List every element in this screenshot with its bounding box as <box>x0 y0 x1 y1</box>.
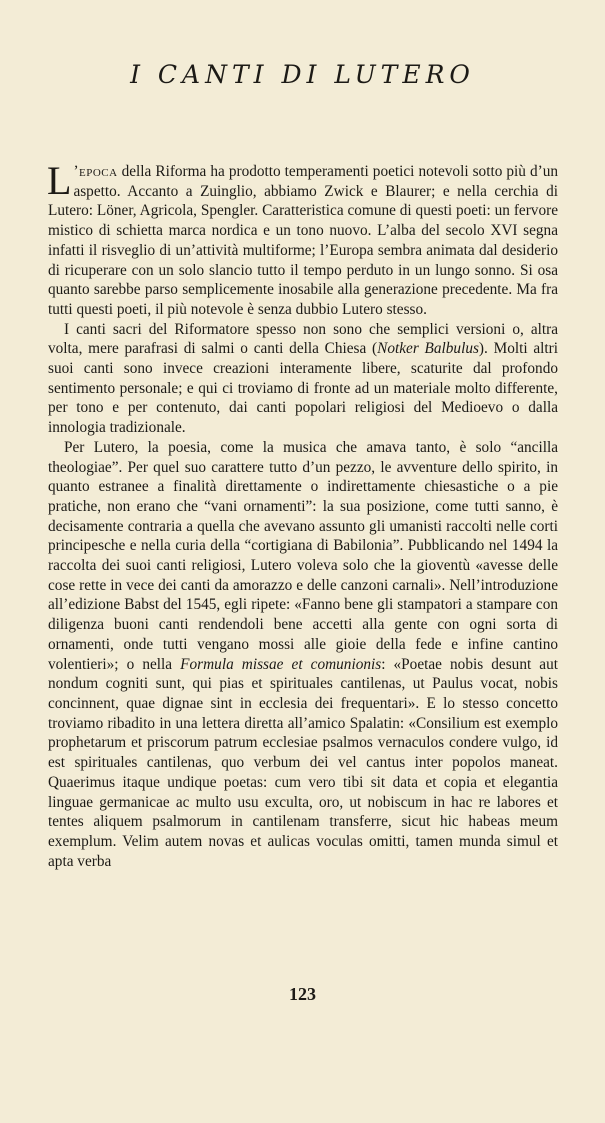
chapter-title: I CANTI DI LUTERO <box>130 60 475 89</box>
drop-cap: L <box>47 158 72 203</box>
paragraph-2-italic: Notker Balbulus <box>377 340 479 358</box>
paragraph-3-after: : «Poetae nobis desunt aut nondum cogniti sunt, qui pias et spirituales cantilenas, ut Paulus vocat, nobis concinnent, quae dignae sint in ecclesia dei frequentari». E lo stesso concetto troviamo ribadito in una lettera diretta all’amico Spalatin: «Consilium est exemplo prophetarum et priscorum patrum ecclesiae psalmos vernaculos condere vulgo, id est spirituales cantilenas, quo verbum dei vel cantus inter popolos maneat. Quaerimus itaque undique poetas: cum vero tibi sit data et copia et elegantia linguae germanicae ac multo usu exculta, oro, ut nobiscum in hac re labores et tentes aliquem psalmorum in cantilenam transferre, sicut hic habeas meum exemplum. Velim autem novas et aulicas voculas omitti, tamen munda simul et apta verba <box>48 655 558 870</box>
paragraph-2 <box>48 320 558 438</box>
paragraph-3-before: Per Lutero, la poesia, come la musica che amava tanto, è solo “ancilla theologiae”. Per quel suo carattere tutto d’un pezzo, le avventure dello spirito, in quanto estranee a finalità direttamente o indirettamente chiesastiche o a pie pratiche, non erano che “vani ornamenti”: la sua posizione, come tutti sanno, è decisamente contraria a quella che avevano assunto gli umanisti raccolti nelle corti principesche e nella curia della “cortigiana di Babilonia”. Pubblicando nel 1494 la raccolta dei suoi canti religiosi, Lutero voleva solo che la gioventù «avesse delle cose rette in vece dei canti da amorazzo e delle canzoni carnali». Nell’introduzione all’edizione Babst del 1545, egli ripete: «Fanno bene gli stampatori a stampare con diligenza buoni canti rendendoli bene accetti alla gente con ogni sorta di ornamenti, onde tutti vengano mossi alle gioie della fede e infine cantino volentieri»; o nella <box>48 438 558 673</box>
paragraph-2-before: I canti sacri del Riformatore spesso non sono che semplici versioni o, altra volta, mere parafrasi di salmi o canti della Chiesa ( <box>48 320 558 358</box>
paragraph-2-after: ). Molti altri suoi canti sono invece creazioni interamente libere, scaturite dal profondo sentimento personale; e qui ci troviamo di fronte ad un materiale molto differente, per tono e per contenuto, dai canti popolari religiosi del Medioevo o dalla innologia tradizionale. <box>48 340 558 437</box>
paragraph-3-italic: Formula missae et comunionis <box>180 655 382 673</box>
body-text <box>47 158 558 871</box>
paragraph-3 <box>48 438 558 871</box>
paragraph-1 <box>47 158 558 320</box>
paragraph-1-text: della Riforma ha prodotto temperamenti poetici notevoli sotto più d’un aspetto. Accanto a Zuinglio, abbiamo Zwick e Blaurer; e nella cerchia di Lutero: Löner, Agricola, Spengler. Caratteristica comune di questi poeti: un fervore mistico di schietta marca nordica e un tono nuovo. L’alba del secolo XVI segna infatti il risveglio di un’attività multiforme; l’Europa sembra animata dal desiderio di ricuperare con un solo slancio tutto il tempo perduto in un lungo sonno. Si osa quanto sarebbe parso semplicemente inosabile alla generazione precedente. Ma fra tutti questi poeti, il più notevole è senza dubbio Lutero stesso. <box>48 163 558 318</box>
opening-small-caps: ’epoca <box>73 163 118 180</box>
page-number: 123 <box>289 984 316 1004</box>
